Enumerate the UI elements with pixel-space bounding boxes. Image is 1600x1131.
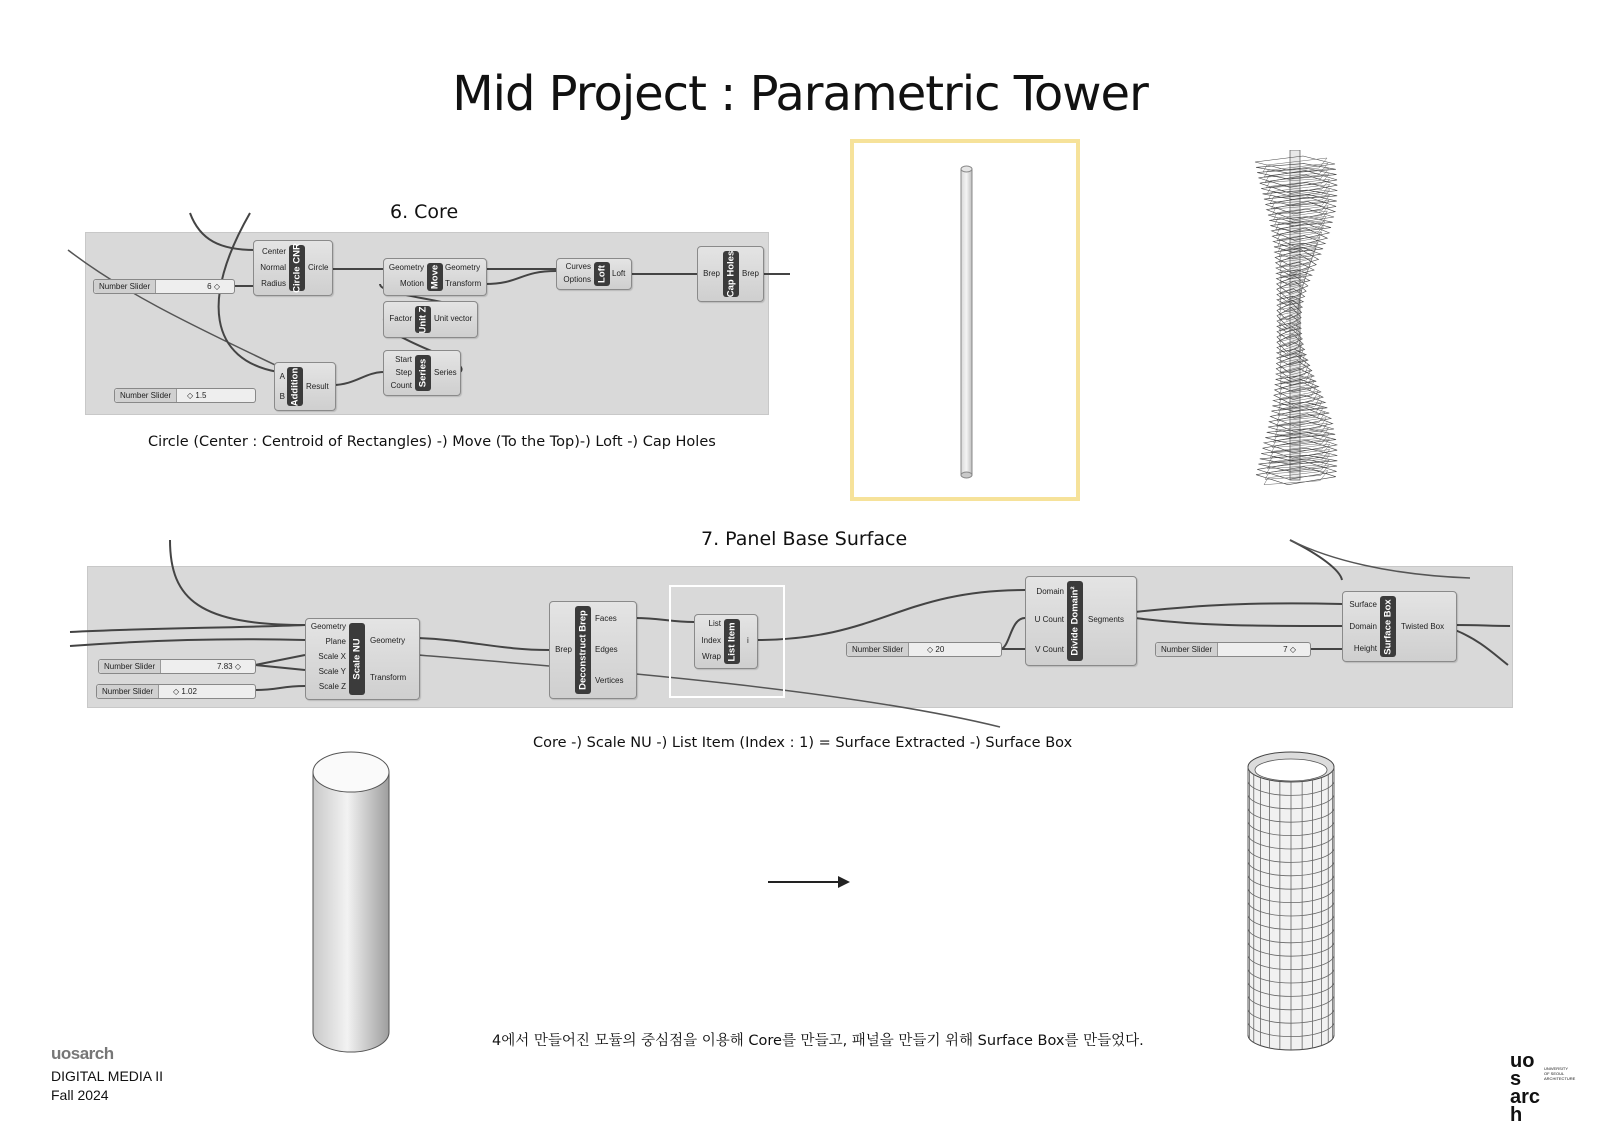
- decon-brep-input[interactable]: Brep: [555, 645, 572, 654]
- u-count-input[interactable]: U Count: [1034, 615, 1064, 624]
- panel-definition-canvas: [87, 566, 1513, 708]
- series-output[interactable]: Series: [434, 368, 457, 377]
- step-number-slider[interactable]: [114, 388, 256, 403]
- cap-holes-component[interactable]: [697, 246, 764, 302]
- circle-cnr-label: Circle CNR: [289, 245, 305, 291]
- core-preview-frame: [850, 139, 1080, 501]
- height-input[interactable]: Height: [1353, 644, 1377, 653]
- addition-label: Addition: [287, 367, 303, 406]
- options-input[interactable]: Options: [563, 275, 591, 284]
- scaled-core-cylinder-image: [306, 747, 396, 1061]
- a-input[interactable]: A: [279, 372, 285, 381]
- center-input[interactable]: Center: [261, 247, 286, 256]
- arrow-icon: [768, 874, 852, 890]
- unit-z-label: Unit Z: [415, 306, 431, 333]
- transform-output[interactable]: Transform: [445, 279, 482, 288]
- uos-arch-brand-mark: [1510, 1050, 1576, 1126]
- list-item-label: List Item: [724, 619, 740, 664]
- list-input[interactable]: List: [708, 619, 721, 628]
- index-input[interactable]: Index: [701, 636, 721, 645]
- motion-input[interactable]: Motion: [399, 279, 424, 288]
- sbox-domain-input[interactable]: Domain: [1349, 622, 1377, 631]
- circle-cnr-component[interactable]: [253, 240, 333, 296]
- brep-output[interactable]: Brep: [742, 269, 759, 278]
- note-text: 4에서 만들어진 모듈의 중심점을 이용해 Core를 만들고, 패널을 만들기 위해 Surface Box를 만들었다.: [492, 1033, 1144, 1049]
- brand-mark-subtext: UNIVERSITY OF SEOUL ARCHITECTURE: [1544, 1066, 1576, 1081]
- section-6-heading: 6. Core: [390, 201, 459, 223]
- unit-z-component[interactable]: [383, 301, 478, 338]
- scale-z-input[interactable]: Scale Z: [318, 682, 346, 691]
- height-number-slider[interactable]: [1155, 642, 1311, 657]
- loft-output[interactable]: Loft: [612, 269, 626, 278]
- scale-transform-output[interactable]: Transform: [370, 673, 407, 682]
- section-6-caption: Circle (Center : Centroid of Rectangles) -) Move (To the Top)-) Loft -) Cap Holes: [148, 434, 716, 450]
- count-input[interactable]: Count: [390, 381, 412, 390]
- plane-input[interactable]: Plane: [325, 637, 346, 646]
- scale-x-input[interactable]: Scale X: [318, 652, 346, 661]
- uosarch-logo: uosarch: [51, 1044, 114, 1063]
- radius-input[interactable]: Radius: [261, 279, 286, 288]
- factor-input[interactable]: Factor: [389, 314, 412, 323]
- surface-box-component[interactable]: [1342, 591, 1457, 662]
- move-component[interactable]: [383, 258, 487, 296]
- scale-y-input[interactable]: Scale Y: [318, 667, 346, 676]
- scale-geometry-input[interactable]: Geometry: [310, 622, 346, 631]
- scale-nu-label: Scale NU: [349, 623, 365, 695]
- segments-output[interactable]: Segments: [1088, 615, 1125, 624]
- scale-z-number-slider[interactable]: [96, 684, 256, 699]
- result-output[interactable]: Result: [306, 382, 329, 391]
- list-item-component[interactable]: [694, 614, 758, 669]
- item-output[interactable]: i: [747, 636, 749, 645]
- scale-x-number-slider[interactable]: [98, 659, 256, 674]
- domain-input[interactable]: Domain: [1036, 587, 1064, 596]
- normal-input[interactable]: Normal: [260, 263, 286, 272]
- course-term: Fall 2024: [51, 1087, 109, 1103]
- slider-label: Number Slider: [94, 280, 156, 293]
- count-number-slider[interactable]: [846, 642, 1002, 657]
- deconstruct-brep-component[interactable]: [549, 601, 637, 699]
- surface-box-cylinder-image: [1245, 747, 1337, 1061]
- deconstruct-brep-label: Deconstruct Brep: [575, 606, 591, 694]
- series-label: Series: [415, 355, 431, 391]
- scale-geometry-output[interactable]: Geometry: [370, 636, 406, 645]
- cap-holes-label: Cap Holes: [723, 251, 739, 297]
- slider-value: ◇ 1.5: [187, 391, 207, 400]
- twisted-box-output[interactable]: Twisted Box: [1401, 622, 1445, 631]
- slider-value: ◇ 1.02: [173, 687, 197, 696]
- surface-input[interactable]: Surface: [1349, 600, 1377, 609]
- edges-output[interactable]: Edges: [595, 645, 618, 654]
- b-input[interactable]: B: [279, 392, 285, 401]
- slider-value: 7 ◇: [1283, 645, 1296, 654]
- core-cylinder-image: [854, 143, 1076, 497]
- slider-label: Number Slider: [99, 660, 161, 673]
- loft-label: Loft: [594, 262, 610, 286]
- course-name: DIGITAL MEDIA II: [51, 1068, 164, 1084]
- curves-input[interactable]: Curves: [565, 262, 591, 271]
- move-geometry-input[interactable]: Geometry: [388, 263, 424, 272]
- circle-output[interactable]: Circle: [308, 263, 329, 272]
- section-7-heading: 7. Panel Base Surface: [701, 528, 908, 550]
- move-geometry-output[interactable]: Geometry: [445, 263, 481, 272]
- move-label: Move: [427, 263, 443, 291]
- v-count-input[interactable]: V Count: [1035, 645, 1064, 654]
- step-input[interactable]: Step: [395, 368, 412, 377]
- loft-component[interactable]: [556, 258, 632, 290]
- unit-vector-output[interactable]: Unit vector: [434, 314, 473, 323]
- page-title: Mid Project : Parametric Tower: [452, 66, 1148, 122]
- start-input[interactable]: Start: [395, 355, 412, 364]
- faces-output[interactable]: Faces: [595, 614, 617, 623]
- vertices-output[interactable]: Vertices: [595, 676, 624, 685]
- brand-mark-text: uos arch: [1510, 1050, 1541, 1126]
- wrap-input[interactable]: Wrap: [702, 652, 721, 661]
- scale-nu-component[interactable]: [305, 618, 420, 700]
- slider-value: 7.83 ◇: [217, 662, 241, 671]
- divide-domain-label: Divide Domain²: [1067, 581, 1083, 661]
- slider-value: 6 ◇: [207, 282, 220, 291]
- section-7-caption: Core -) Scale NU -) List Item (Index : 1) = Surface Extracted -) Surface Box: [533, 735, 1073, 751]
- surface-box-label: Surface Box: [1380, 596, 1396, 657]
- slider-value: ◇ 20: [927, 645, 945, 654]
- twisted-tower-image: [1245, 150, 1345, 485]
- divide-domain-component[interactable]: [1025, 576, 1137, 666]
- slider-label: Number Slider: [97, 685, 159, 698]
- series-component[interactable]: [383, 350, 461, 396]
- addition-component[interactable]: [274, 362, 336, 411]
- slider-label: Number Slider: [847, 643, 909, 656]
- slider-label: Number Slider: [1156, 643, 1218, 656]
- brep-input[interactable]: Brep: [703, 269, 720, 278]
- slider-label: Number Slider: [115, 389, 177, 402]
- radius-number-slider[interactable]: [93, 279, 235, 294]
